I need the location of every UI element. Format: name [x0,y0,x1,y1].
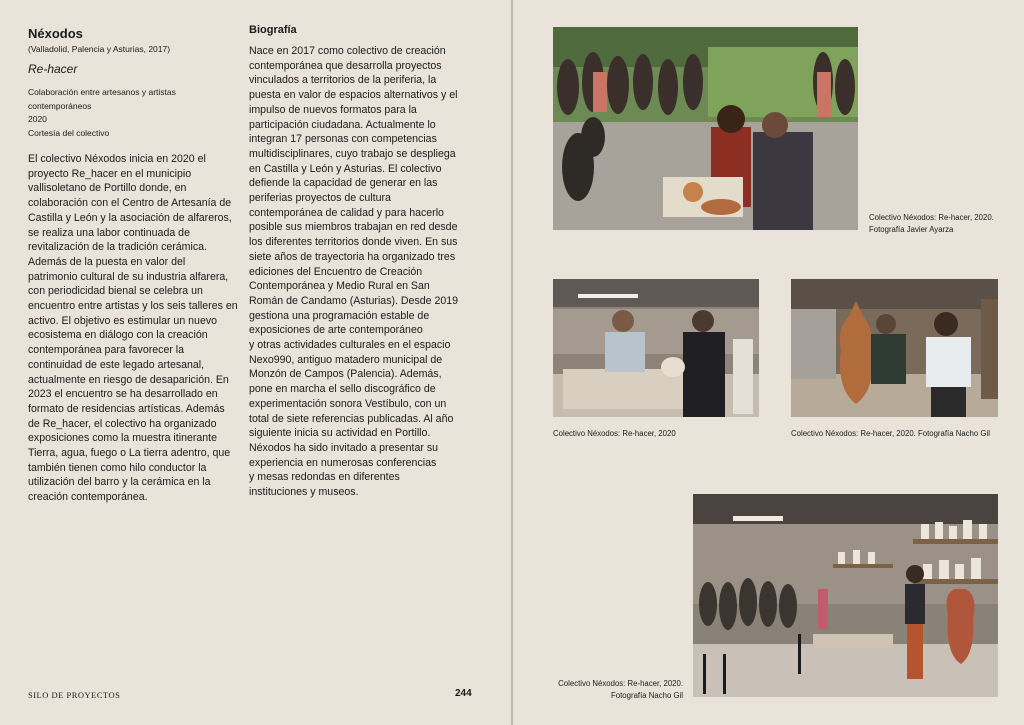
text-line: activo. El objetivo es estimular un nuevo [28,314,218,327]
right-page [513,0,1024,725]
project-description [28,152,242,505]
text-line: proyecto Re_hacer en el municipio [28,167,192,180]
text-line: continuidad de este legado artesanal, [28,358,205,371]
caption-line: Colectivo Néxodos: Re-hacer, 2020. [869,213,994,222]
text-line: siete años de trayectoria ha organizado tres [249,250,456,263]
text-line: Tierra, agua, fuego o La tierra adentro, que [28,447,231,460]
text-line: formato de residencias artísticas. Además [28,402,225,415]
photo-caption [553,428,676,440]
text-line: encuentro entre artistas y los seis talleres en [28,300,238,313]
text-line: Nace en 2017 como colectivo de creación [249,45,446,57]
caption-line: Colectivo Néxodos: Re-hacer, 2020. [558,679,683,688]
meta-line: Colaboración entre artesanos y artistas [28,87,176,97]
work-meta [28,86,228,140]
text-line: Monzón de Campos (Palencia). Además, [249,368,442,381]
text-line: vallisoletano de Portillo donde, en [28,182,187,195]
text-line: 2023 el encuentro se ha desarrollado en [28,388,218,401]
text-line: se realiza una labor continuada de [28,226,190,239]
text-line: puesta en valor de espacios alternativos y el [249,89,458,102]
photo-caption [557,678,683,702]
text-line: Román de Candamo (Asturias). Desde 2019 [249,294,459,307]
text-line: utilización del barro y la cerámica en la [28,476,211,489]
text-line: en Castilla y León y Asturias. El colectivo [249,162,442,175]
photo-workshop-group [693,494,998,697]
text-line: participación ciudadana. Actualmente lo [249,118,436,131]
text-line: actualmente en riesgo de desaparición. En [28,373,229,386]
text-line: y otras actividades culturales en el espacio [249,339,451,352]
text-line: multidisciplinares, cuyo trabajo se despliega [249,147,456,160]
photo-caption [791,428,990,440]
text-line: los diferentes territorios donde viven. En sus [249,236,458,249]
text-line: colaboración con el Centro de Artesanía de [28,197,232,210]
text-line: Castilla y León y la asociación de alfareros, [28,211,232,224]
text-line: siguiente inicia su actividad en Portillo. [249,427,431,440]
photo-outdoor-demonstration [553,27,858,230]
photo-caption [869,212,994,236]
text-line: revitalización de la tradición cerámica. [28,241,207,254]
text-line: gestiona una programación estable de [249,309,430,322]
text-line: contemporánea para favorecer la [28,344,185,357]
meta-line: Cortesía del colectivo [28,127,110,138]
text-line: total de siete referencias publicadas. Al año [249,412,454,425]
text-line: Además de la puesta en valor del [28,255,186,268]
text-line: posible sus miembros trabajan en red desde [249,221,458,234]
text-line: impulso de nuevos formatos para la [249,103,417,116]
photo-large-vessel [791,279,998,417]
text-line: contemporánea de calidad y para hacerlo [249,206,444,219]
text-line: ediciones del Encuentro de Creación [249,265,423,278]
text-line: exposiciones de arte contemporáneo [249,324,423,337]
text-line: experiencia en numerosas conferencias [249,456,437,469]
text-line: Nexo990, antiguo matadero municipal de [249,353,443,366]
biography-text [249,44,464,500]
artist-location: (Valladolid, Palencia y Asturias, 2017) [28,44,171,54]
left-page [0,0,511,725]
text-line: vinculados a territorios de la periferia, la [249,74,437,87]
meta-line: contemporáneos [28,100,92,111]
work-title: Re-hacer [28,62,78,76]
text-line: exposiciones como la muestra itinerante [28,432,218,445]
text-line: patrimonio cultural de su industria alfarera, [28,270,229,283]
text-line: pone en marcha el sello discográfico de [249,383,436,396]
text-line: periferias proyectos de cultura [249,192,391,205]
text-line: también tienen como hilo conductor la [28,461,207,474]
photo-workshop-table [553,279,759,417]
meta-line: 2020 [28,114,47,124]
caption-line: Fotografía Javier Ayarza [869,225,954,234]
text-line: y mesas redondas en diferentes [249,471,400,484]
text-line: integran 17 personas con competencias [249,133,437,146]
text-line: Contemporánea y Medio Rural en San [249,280,430,293]
text-line: con periodicidad bienal se celebra un [28,285,203,298]
text-line: Néxodos ha sido invitado a presentar su [249,441,439,454]
text-line: El colectivo Néxodos inicia en 2020 el [28,153,206,165]
page-number: 244 [455,688,472,699]
text-line: experimentación sonora Vestíbulo, con un [249,397,447,410]
caption-line: Colectivo Néxodos: Re-hacer, 2020 [553,429,676,438]
biography-heading: Biografía [249,24,297,36]
text-line: contemporánea que desarrolla proyectos [249,59,442,72]
text-line: defiende la capacidad de generar en las [249,177,438,190]
artist-title: Néxodos [28,26,83,41]
text-line: ecosistema en diálogo con la creación [28,329,208,342]
text-line: creación contemporánea. [28,491,148,504]
section-footer: SILO DE PROYECTOS [28,690,121,700]
text-line: instituciones y museos. [249,486,359,499]
text-line: de Re_hacer, el colectivo ha organizado [28,417,217,430]
caption-line: Fotografía Nacho Gil [611,691,683,700]
caption-line: Colectivo Néxodos: Re-hacer, 2020. Fotografía Nacho Gil [791,429,990,438]
